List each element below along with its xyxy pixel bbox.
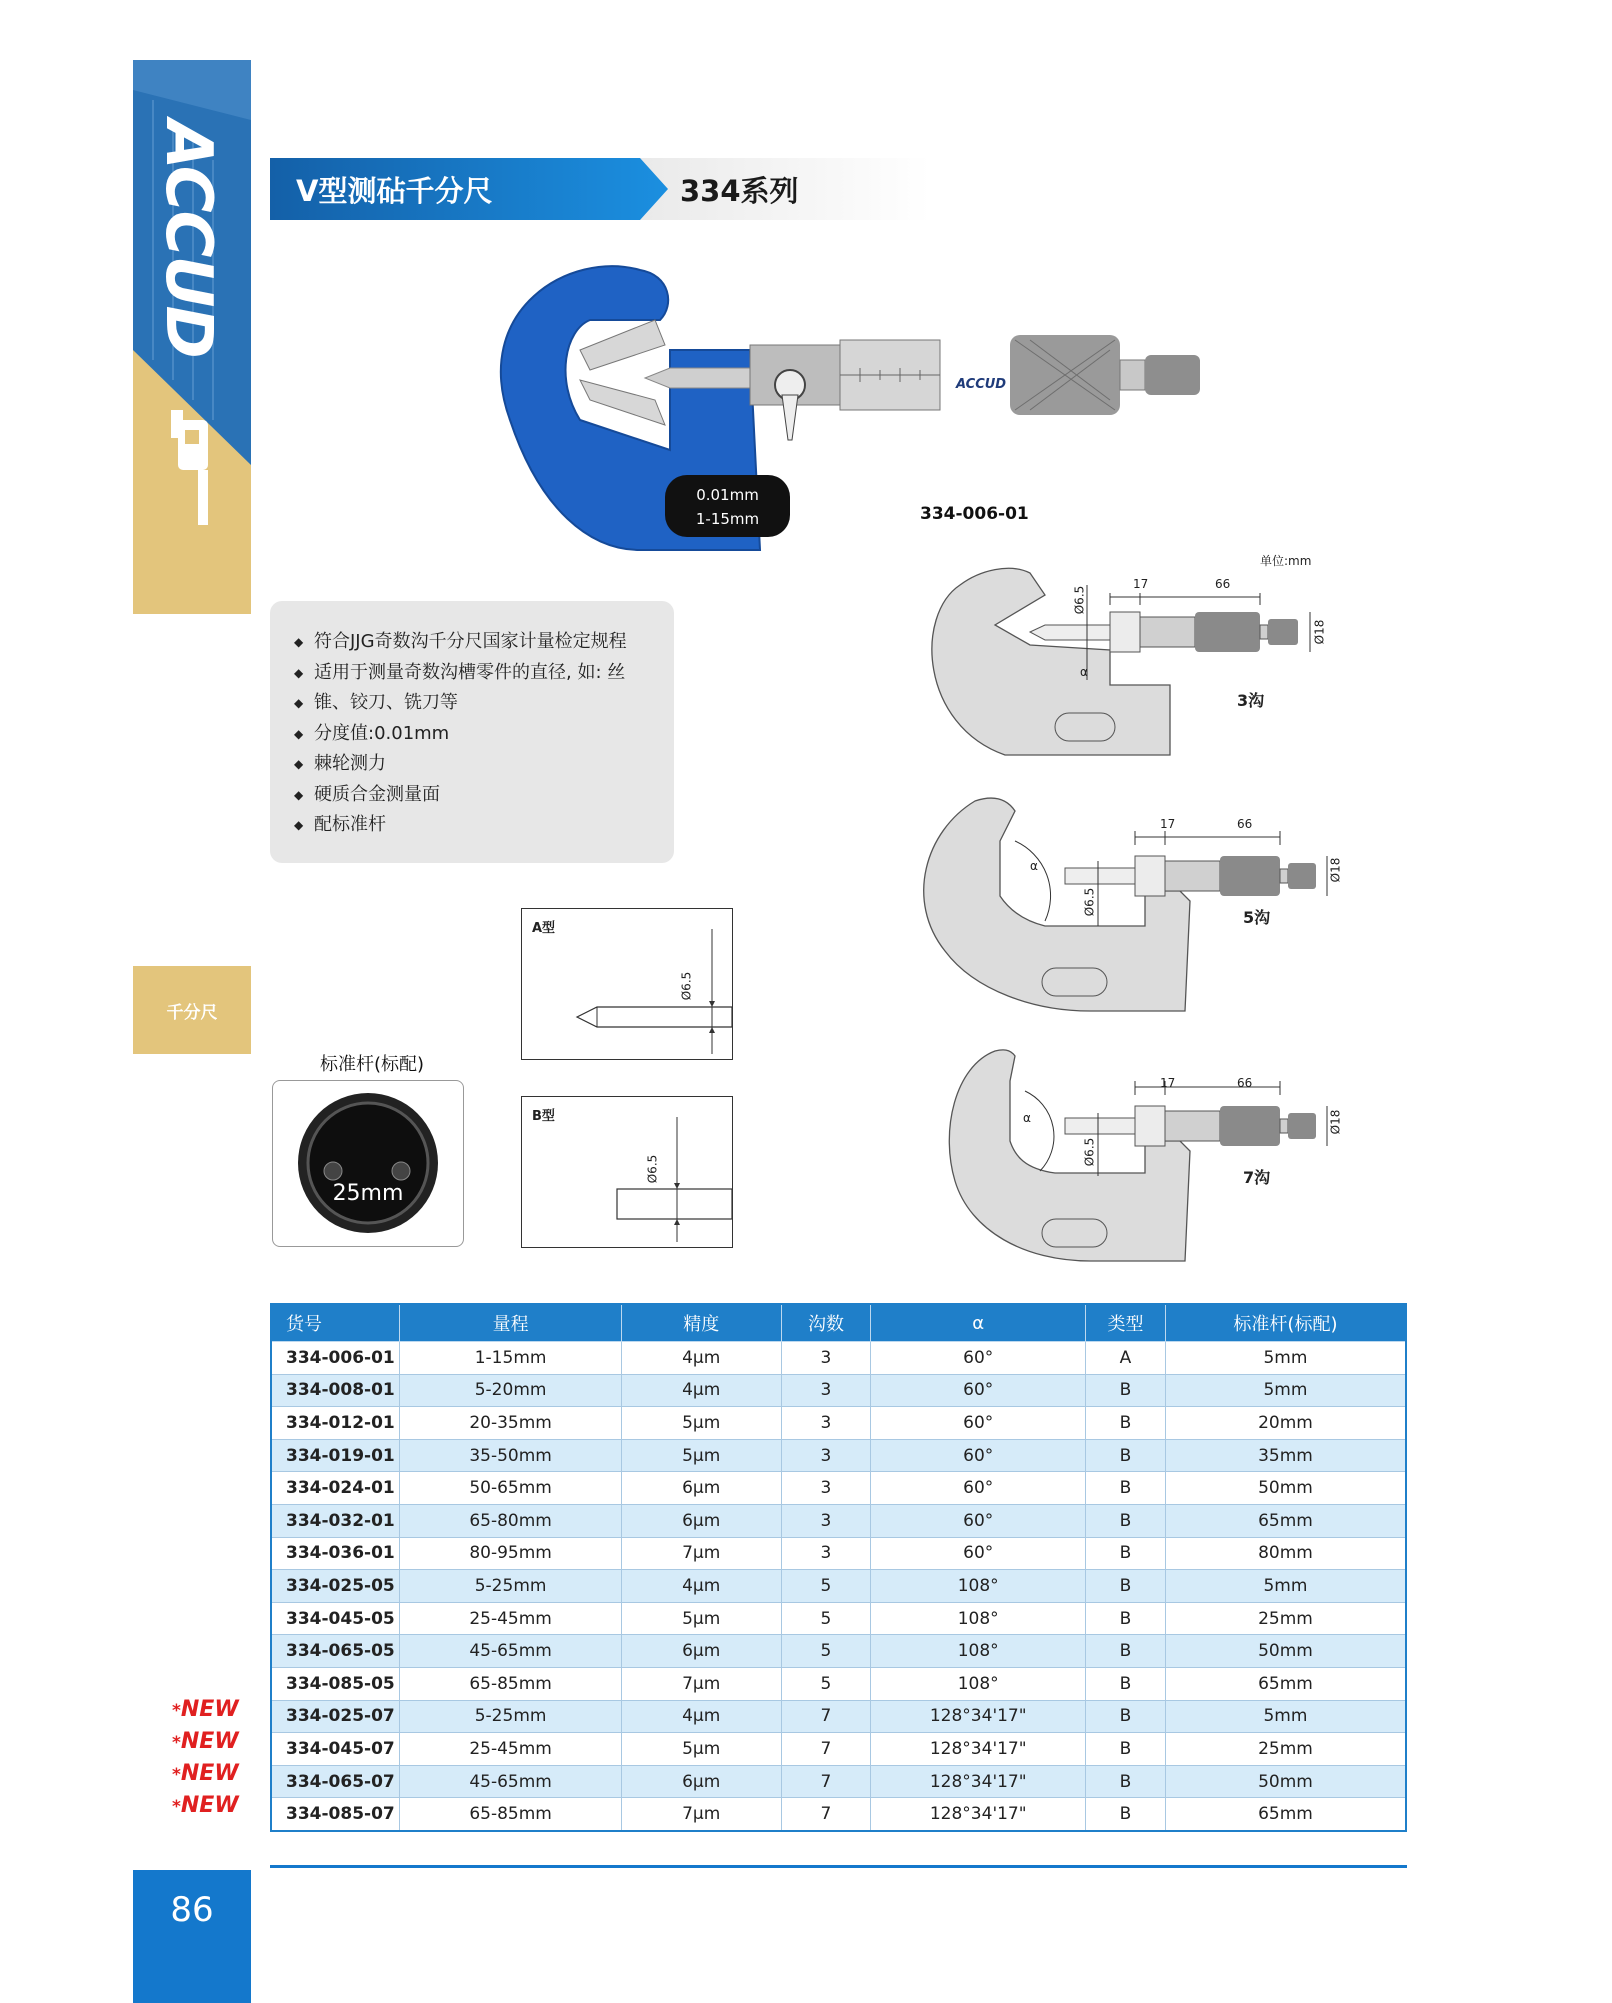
table-cell: 20mm — [1165, 1407, 1406, 1440]
table-cell: 65-85mm — [400, 1667, 622, 1700]
type-b-label: B型 — [532, 1109, 555, 1124]
table-cell: 50mm — [1165, 1635, 1406, 1668]
d1-dim66: 66 — [1215, 577, 1231, 591]
table-cell: 5 — [781, 1635, 871, 1668]
table-cell: 5 — [781, 1667, 871, 1700]
feature-item: ◆ 配标准杆 — [294, 810, 656, 841]
table-row — [271, 1472, 1406, 1505]
table-cell: 334-024-01 — [271, 1472, 400, 1505]
table-cell: 50mm — [1165, 1472, 1406, 1505]
table-cell: 25mm — [1165, 1602, 1406, 1635]
d3-dim18: Ø18 — [1328, 1109, 1343, 1135]
table-row — [271, 1374, 1406, 1407]
table-row — [271, 1342, 1406, 1375]
table-cell: 334-025-07 — [271, 1700, 400, 1733]
table-row — [271, 1798, 1406, 1831]
table-cell: 5mm — [1165, 1374, 1406, 1407]
table-cell: 334-065-05 — [271, 1635, 400, 1668]
svg-text:ACCUD: ACCUD — [956, 377, 1007, 392]
table-cell: B — [1086, 1407, 1166, 1440]
col-header: 精度 — [621, 1304, 781, 1342]
new-tag: *NEW — [172, 1793, 239, 1818]
d2-dim17: 17 — [1160, 817, 1176, 831]
table-cell: 7μm — [621, 1537, 781, 1570]
product-title: V型测砧千分尺 — [296, 173, 493, 208]
d2-dim65: Ø6.5 — [1082, 887, 1097, 917]
table-cell: 6μm — [621, 1765, 781, 1798]
brand-logo: ACCUD — [151, 120, 225, 357]
col-header: 标准杆(标配) — [1165, 1304, 1406, 1342]
table-cell: 60° — [871, 1374, 1086, 1407]
photo-display-line2: 1-15mm — [695, 510, 760, 528]
spec-table — [270, 1303, 1407, 1832]
table-row — [271, 1537, 1406, 1570]
category-tab: 千分尺 — [133, 966, 251, 1054]
series-title: 334系列 — [680, 173, 799, 208]
type-b-drawing — [521, 1096, 733, 1248]
type-a-label: A型 — [532, 921, 556, 936]
d3-alpha: α — [1023, 1111, 1031, 1125]
table-cell: B — [1086, 1570, 1166, 1603]
table-cell: 25-45mm — [400, 1602, 622, 1635]
d2-dim66: 66 — [1237, 817, 1253, 831]
table-cell: 25-45mm — [400, 1733, 622, 1766]
table-cell: 7 — [781, 1733, 871, 1766]
table-cell: B — [1086, 1635, 1166, 1668]
table-cell: 60° — [871, 1342, 1086, 1375]
table-cell: 108° — [871, 1602, 1086, 1635]
table-cell: 5μm — [621, 1407, 781, 1440]
table-cell: 60° — [871, 1537, 1086, 1570]
table-cell: 7 — [781, 1765, 871, 1798]
type-a-drawing — [521, 908, 733, 1060]
table-cell: 334-032-01 — [271, 1504, 400, 1537]
table-cell: 5-25mm — [400, 1700, 622, 1733]
table-cell: 5 — [781, 1570, 871, 1603]
table-cell: 65mm — [1165, 1504, 1406, 1537]
table-cell: 35mm — [1165, 1439, 1406, 1472]
table-cell: 334-006-01 — [271, 1342, 400, 1375]
d2-alpha: α — [1030, 859, 1038, 873]
dimension-diagrams — [915, 545, 1395, 1275]
table-cell: 5mm — [1165, 1700, 1406, 1733]
new-tag: *NEW — [172, 1697, 239, 1722]
table-cell: 3 — [781, 1472, 871, 1505]
table-cell: 65mm — [1165, 1798, 1406, 1831]
d1-dim18: Ø18 — [1312, 619, 1327, 645]
table-cell: B — [1086, 1439, 1166, 1472]
table-cell: 60° — [871, 1504, 1086, 1537]
table-cell: B — [1086, 1798, 1166, 1831]
d1-label: 3沟 — [1237, 691, 1265, 710]
table-cell: 334-008-01 — [271, 1374, 400, 1407]
table-cell: 45-65mm — [400, 1765, 622, 1798]
table-cell: 3 — [781, 1504, 871, 1537]
table-cell: 6μm — [621, 1635, 781, 1668]
feature-item: ◆ 符合JJG奇数沟千分尺国家计量检定规程 — [294, 627, 656, 658]
table-cell: 3 — [781, 1407, 871, 1440]
standard-rod-caption: 标准杆(标配) — [320, 1054, 425, 1075]
table-cell: 50-65mm — [400, 1472, 622, 1505]
table-cell: 334-019-01 — [271, 1439, 400, 1472]
micrometer-photo — [470, 250, 1220, 570]
table-row — [271, 1733, 1406, 1766]
table-cell: 1-15mm — [400, 1342, 622, 1375]
type-a-dim: Ø6.5 — [679, 971, 694, 1001]
col-header: 类型 — [1086, 1304, 1166, 1342]
model-caption: 334-006-01 — [920, 504, 1029, 524]
d3-label: 7沟 — [1243, 1168, 1271, 1187]
table-cell: 60° — [871, 1439, 1086, 1472]
table-cell: 334-085-05 — [271, 1667, 400, 1700]
feature-item: ◆ 分度值:0.01mm — [294, 719, 656, 750]
table-cell: B — [1086, 1504, 1166, 1537]
feature-item: ◆ 棘轮测力 — [294, 749, 656, 780]
table-cell: 4μm — [621, 1374, 781, 1407]
table-cell: 5μm — [621, 1602, 781, 1635]
table-cell: 4μm — [621, 1570, 781, 1603]
table-cell: 35-50mm — [400, 1439, 622, 1472]
table-row — [271, 1439, 1406, 1472]
table-cell: B — [1086, 1667, 1166, 1700]
photo-display-line1: 0.01mm — [696, 486, 759, 504]
col-header: α — [871, 1304, 1086, 1342]
table-cell: 3 — [781, 1374, 871, 1407]
type-b-dim: Ø6.5 — [645, 1154, 660, 1184]
table-cell: B — [1086, 1765, 1166, 1798]
table-cell: B — [1086, 1602, 1166, 1635]
page-number: 86 — [133, 1870, 251, 2003]
table-cell: 4μm — [621, 1700, 781, 1733]
table-cell: 5 — [781, 1602, 871, 1635]
d1-dim65: Ø6.5 — [1072, 585, 1087, 615]
table-cell: 50mm — [1165, 1765, 1406, 1798]
table-cell: 80mm — [1165, 1537, 1406, 1570]
table-cell: B — [1086, 1472, 1166, 1505]
table-cell: 80-95mm — [400, 1537, 622, 1570]
table-cell: 128°34'17" — [871, 1733, 1086, 1766]
table-cell: 334-085-07 — [271, 1798, 400, 1831]
table-cell: 5μm — [621, 1439, 781, 1472]
feature-item: ◆ 硬质合金测量面 — [294, 780, 656, 811]
table-header-row — [271, 1304, 1406, 1342]
table-cell: 108° — [871, 1570, 1086, 1603]
table-cell: 6μm — [621, 1472, 781, 1505]
col-header: 货号 — [271, 1304, 400, 1342]
table-cell: 7μm — [621, 1798, 781, 1831]
d1-alpha: α — [1080, 665, 1088, 679]
d1-dim17: 17 — [1133, 577, 1149, 591]
table-cell: 128°34'17" — [871, 1798, 1086, 1831]
table-cell: 5-20mm — [400, 1374, 622, 1407]
table-cell: 128°34'17" — [871, 1700, 1086, 1733]
table-cell: 334-045-07 — [271, 1733, 400, 1766]
col-header: 沟数 — [781, 1304, 871, 1342]
table-row — [271, 1602, 1406, 1635]
table-row — [271, 1635, 1406, 1668]
table-cell: 5μm — [621, 1733, 781, 1766]
table-cell: B — [1086, 1700, 1166, 1733]
bottom-rule — [270, 1865, 1407, 1868]
table-cell: 7 — [781, 1798, 871, 1831]
table-row — [271, 1570, 1406, 1603]
feature-item: ◆ 锥、铰刀、铣刀等 — [294, 688, 656, 719]
table-row — [271, 1504, 1406, 1537]
d2-label: 5沟 — [1243, 908, 1271, 927]
table-cell: 334-036-01 — [271, 1537, 400, 1570]
new-tag: *NEW — [172, 1729, 239, 1754]
table-cell: 4μm — [621, 1342, 781, 1375]
table-cell: 128°34'17" — [871, 1765, 1086, 1798]
table-cell: 3 — [781, 1439, 871, 1472]
table-cell: 5mm — [1165, 1342, 1406, 1375]
table-row — [271, 1765, 1406, 1798]
table-cell: 334-065-07 — [271, 1765, 400, 1798]
table-cell: 25mm — [1165, 1733, 1406, 1766]
diagram-7-groove — [949, 1050, 1327, 1261]
feature-item: ◆ 适用于测量奇数沟槽零件的直径, 如: 丝 — [294, 658, 656, 689]
table-cell: B — [1086, 1374, 1166, 1407]
table-cell: 3 — [781, 1537, 871, 1570]
table-cell: 45-65mm — [400, 1635, 622, 1668]
table-cell: 65-80mm — [400, 1504, 622, 1537]
table-row — [271, 1407, 1406, 1440]
diagram-3-groove — [932, 568, 1310, 755]
table-cell: 6μm — [621, 1504, 781, 1537]
table-cell: B — [1086, 1733, 1166, 1766]
table-cell: 20-35mm — [400, 1407, 622, 1440]
d3-dim66: 66 — [1237, 1076, 1253, 1090]
table-cell: A — [1086, 1342, 1166, 1375]
table-cell: 60° — [871, 1472, 1086, 1505]
table-cell: 5mm — [1165, 1570, 1406, 1603]
table-cell: 108° — [871, 1667, 1086, 1700]
table-row — [271, 1667, 1406, 1700]
table-cell: 7μm — [621, 1667, 781, 1700]
table-cell: 7 — [781, 1700, 871, 1733]
table-cell: 108° — [871, 1635, 1086, 1668]
new-tag: *NEW — [172, 1761, 239, 1786]
table-cell: 334-025-05 — [271, 1570, 400, 1603]
unit-label: 单位:mm — [1260, 554, 1312, 568]
table-cell: 334-012-01 — [271, 1407, 400, 1440]
standard-rod-photo — [272, 1080, 464, 1247]
table-row — [271, 1700, 1406, 1733]
d2-dim18: Ø18 — [1328, 857, 1343, 883]
table-cell: 60° — [871, 1407, 1086, 1440]
brand-strip — [133, 60, 251, 614]
d3-dim65: Ø6.5 — [1082, 1137, 1097, 1167]
d3-dim17: 17 — [1160, 1076, 1176, 1090]
col-header: 量程 — [400, 1304, 622, 1342]
table-cell: 5-25mm — [400, 1570, 622, 1603]
table-cell: 3 — [781, 1342, 871, 1375]
table-cell: 65mm — [1165, 1667, 1406, 1700]
standard-rod-text: 25mm — [332, 1181, 404, 1206]
table-cell: 334-045-05 — [271, 1602, 400, 1635]
table-cell: B — [1086, 1537, 1166, 1570]
features-box — [270, 601, 674, 863]
table-cell: 65-85mm — [400, 1798, 622, 1831]
